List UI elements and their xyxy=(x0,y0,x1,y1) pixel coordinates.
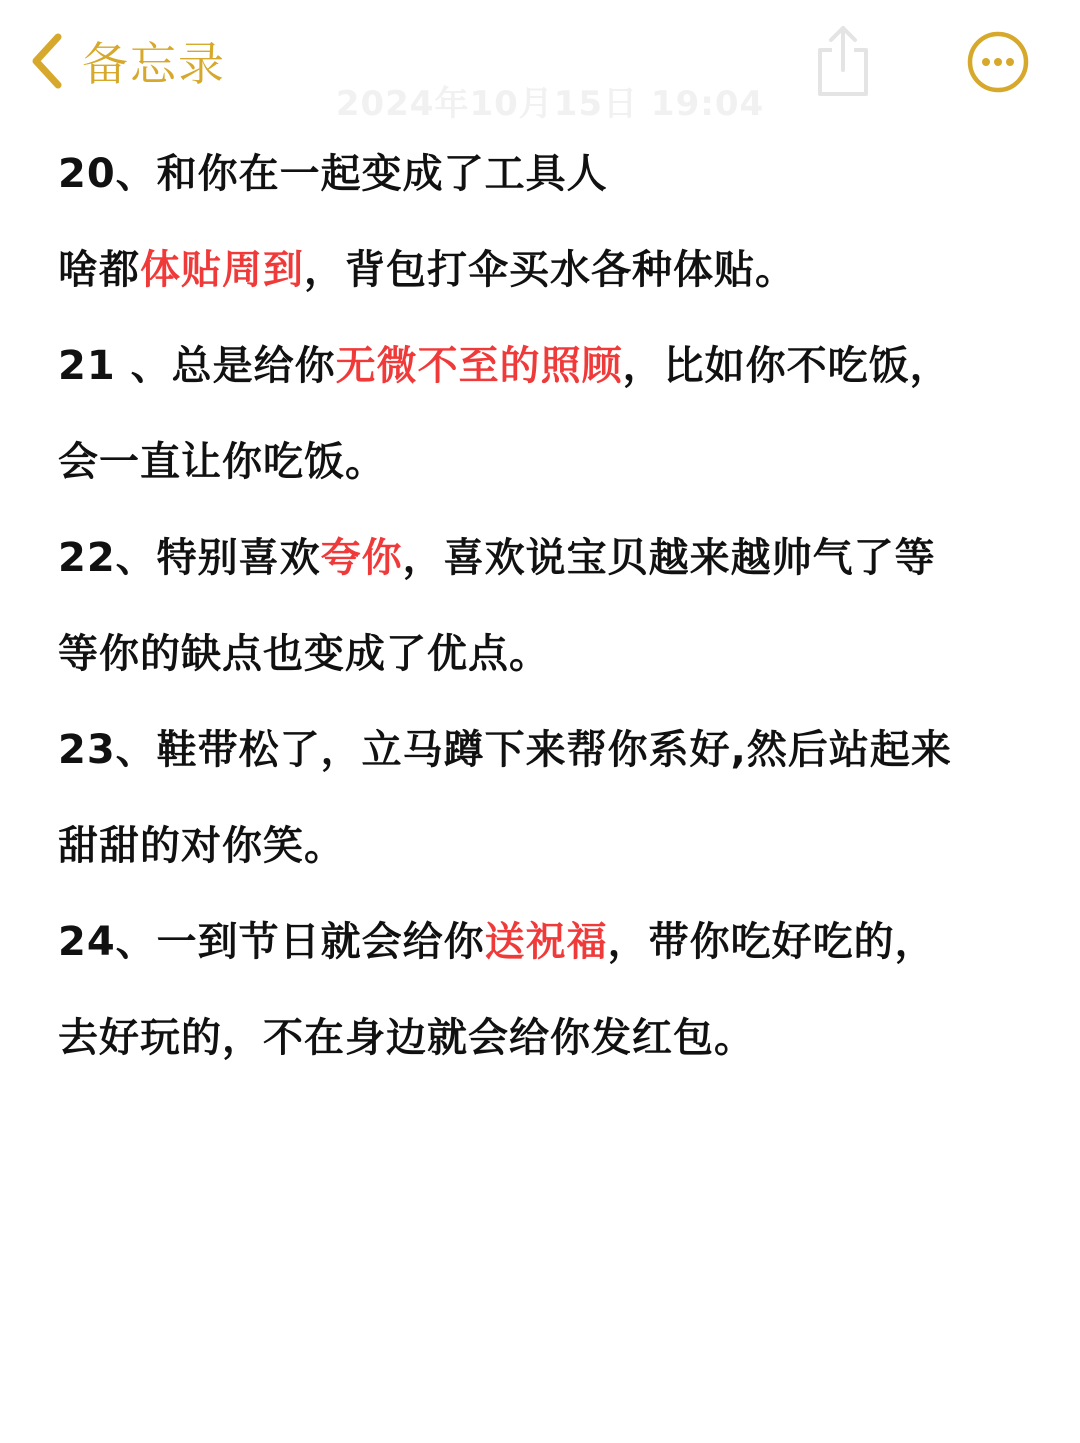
note-line xyxy=(58,150,1038,198)
back-button[interactable] xyxy=(28,28,226,94)
highlight-text: 无微不至的照顾 xyxy=(335,343,623,389)
more-button[interactable] xyxy=(966,30,1030,94)
note-text: 去好玩的，不在身边就会给你发红包。 xyxy=(58,1015,755,1061)
back-label: 备忘录 xyxy=(82,37,226,91)
share-icon xyxy=(810,83,876,102)
chevron-left-icon xyxy=(28,31,64,91)
note-text: 24、一到节日就会给你 xyxy=(58,919,485,965)
note-line xyxy=(58,342,1038,390)
note-text: ，带你吃好吃的， xyxy=(607,919,936,965)
nav-bar xyxy=(0,0,1080,130)
more-icon xyxy=(966,79,1030,98)
highlight-text: 体贴周到 xyxy=(140,247,304,293)
note-text: 21 、总是给你 xyxy=(58,343,336,389)
note-text: ，比如你不吃饭， xyxy=(622,343,951,389)
note-line xyxy=(58,1014,1038,1062)
share-button[interactable] xyxy=(810,22,876,98)
note-text: 等你的缺点也变成了优点。 xyxy=(58,631,550,677)
note-line xyxy=(58,534,1038,582)
highlight-text: 送祝福 xyxy=(484,919,608,965)
note-date: 2024年10月15日 19:04 xyxy=(335,84,765,124)
note-line xyxy=(58,438,1038,486)
note-text: ，背包打伞买水各种体贴。 xyxy=(304,247,796,293)
note-text: ，喜欢说宝贝越来越帅气了等 xyxy=(402,535,936,581)
note-text: 啥都 xyxy=(58,247,140,293)
note-line xyxy=(58,822,1038,870)
note-line xyxy=(58,726,1038,774)
note-body[interactable] xyxy=(58,150,1038,1110)
note-text: 会一直让你吃饭。 xyxy=(58,439,386,485)
note-line xyxy=(58,246,1038,294)
highlight-text: 夸你 xyxy=(320,535,403,581)
note-line xyxy=(58,918,1038,966)
note-text: 20、和你在一起变成了工具人 xyxy=(58,151,608,197)
note-text: 22、特别喜欢 xyxy=(58,535,321,581)
note-line xyxy=(58,630,1038,678)
note-text: 23、鞋带松了，立马蹲下来帮你系好,然后站起来 xyxy=(58,727,952,773)
note-text: 甜甜的对你笑。 xyxy=(58,823,345,869)
